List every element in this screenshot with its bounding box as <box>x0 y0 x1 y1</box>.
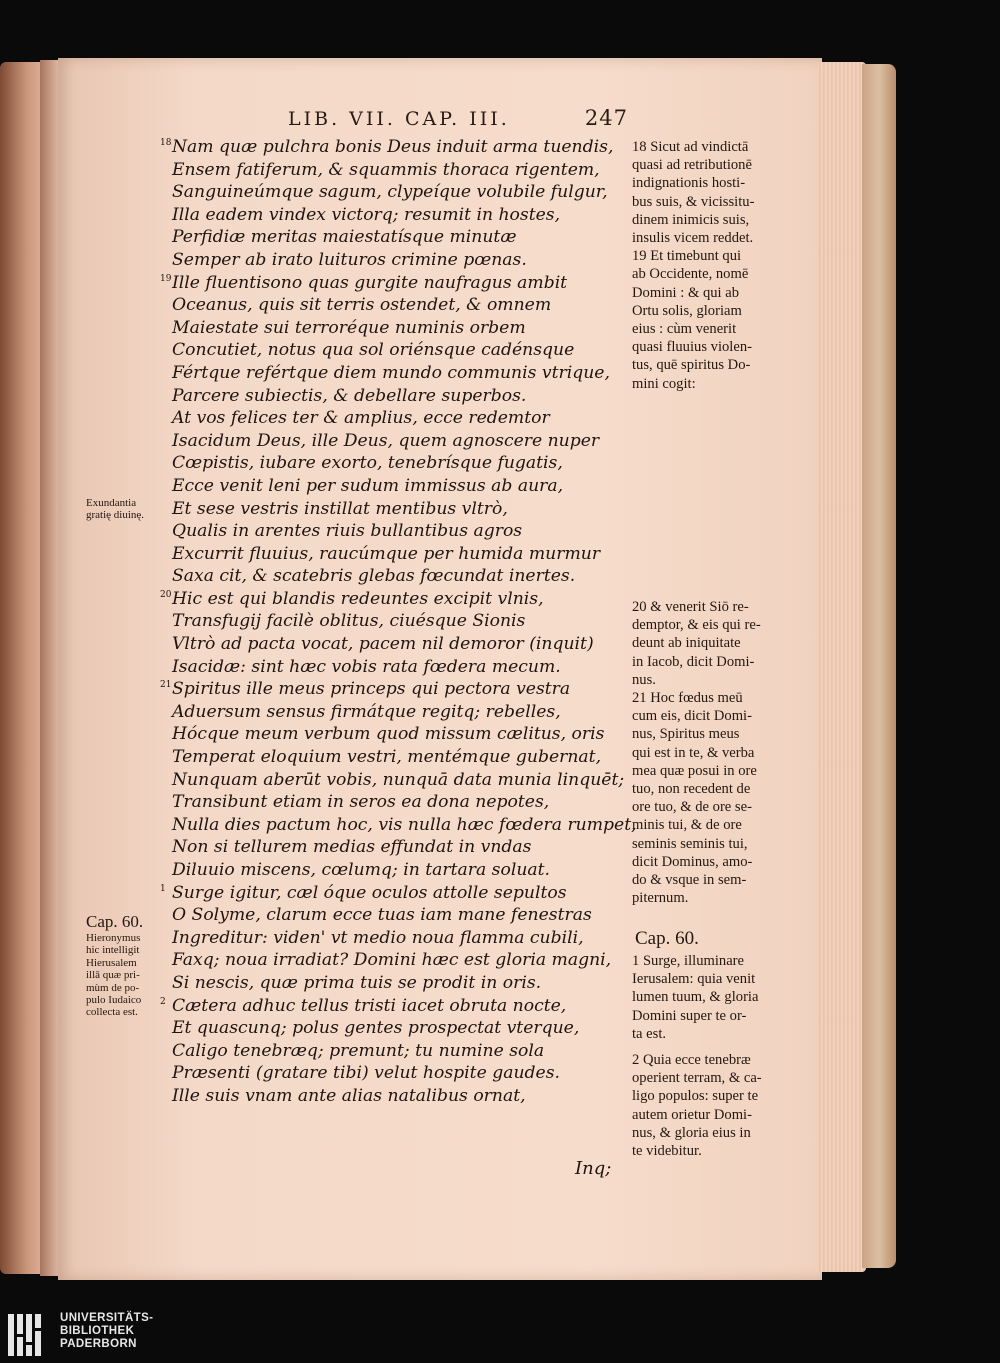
verse-line-text: Ille suis vnam ante alias natalibus ornat, <box>172 1085 526 1106</box>
verse-line-text: Semper ab irato luituros crimine pœnas. <box>172 249 527 270</box>
page-number: 247 <box>584 106 628 130</box>
verse-line-text: Saxa cit, & scatebris glebas fœcundat inertes. <box>172 566 576 587</box>
right-note-line: qui est in te, & verba <box>632 744 755 761</box>
left-note-line: collecta est. <box>86 1006 138 1019</box>
verse-line-text: Nulla dies pactum hoc, vis nulla hæc fœdera rumpet, <box>172 814 637 835</box>
verse-line <box>172 249 632 272</box>
verse-line-text: Parcere subiectis, & debellare superbos. <box>172 385 527 406</box>
right-note-line: te videbitur. <box>632 1143 702 1160</box>
verse-line-text: Perfidiæ meritas maiestatísque minutæ <box>172 227 517 248</box>
verse-line-text: Hócque meum verbum quod missum cælitus, oris <box>172 724 605 745</box>
left-note-line: hic intelligit <box>86 944 140 957</box>
right-note-line: Domini super te or- <box>632 1007 747 1024</box>
verse-line <box>172 904 632 927</box>
verse-line <box>172 633 632 656</box>
library-logo-mark <box>8 1314 46 1356</box>
verse-line <box>172 520 632 543</box>
verse-line-text: Cætera adhuc tellus tristi iacet obruta nocte, <box>172 995 567 1016</box>
verse-line <box>172 159 632 182</box>
right-note-line: nus, & gloria eius in <box>632 1124 751 1141</box>
right-note-line: in Iacob, dicit Domi- <box>632 653 755 670</box>
verse-line-text: Oceanus, quis sit terris ostendet, & omnem <box>172 295 552 316</box>
left-note-line: Exundantia <box>86 497 137 509</box>
right-note-line: 20 & venerit Siō re- <box>632 599 749 615</box>
right-note-line: nus. <box>632 671 656 688</box>
left-note-line: pulo Iudaico <box>86 994 142 1007</box>
verse-line-text: Cœpistis, iubare exorto, tenebrísque fugatis, <box>172 453 563 474</box>
page-edges <box>818 62 866 1272</box>
right-note-line: lumen tuum, & gloria <box>632 989 759 1006</box>
right-note-line: do & vsque in sem- <box>632 872 747 889</box>
verse-line-text: Et quascunq; polus gentes prospectat vterque, <box>172 1018 580 1039</box>
left-note-line: illā quæ pri- <box>86 969 140 982</box>
verse-line-text: Maiestate sui terroréque numinis orbem <box>172 317 526 338</box>
right-note-line: quasi ad retributionē <box>632 157 752 174</box>
verse-line-text: Isacidæ: sint hæc vobis rata fœdera mecum. <box>172 656 561 677</box>
right-note-line: dicit Dominus, amo- <box>632 853 753 870</box>
verse-line-text: Spiritus ille meus princeps qui pectora vestra <box>172 679 571 700</box>
library-logo-line: UNIVERSITÄTS- <box>60 1312 154 1324</box>
verse-line-text: Transfugij facilè oblitus, ciuésque Sionis <box>172 611 526 632</box>
verse-line-text: Qualis in arentes riuis bullantibus agros <box>172 521 523 542</box>
verse-line <box>172 317 632 340</box>
verse-line <box>160 678 632 701</box>
right-note-line: seminis seminis tui, <box>632 835 748 852</box>
running-title: LIB. VII. CAP. III. <box>288 108 510 130</box>
verse-line <box>172 610 632 633</box>
left-note-line: mùm de po- <box>86 981 140 994</box>
running-header <box>288 108 628 138</box>
verse-line-text: Caligo tenebræq; premunt; tu numine sola <box>172 1040 545 1061</box>
library-logo-line: BIBLIOTHEK <box>60 1325 135 1338</box>
verse-line-text: Hic est qui blandis redeuntes excipit vlnis, <box>172 588 544 609</box>
verse-line-text: Diluuio miscens, cœlumq; in tartara soluat. <box>172 860 551 880</box>
verse-line <box>160 882 632 905</box>
verse-line-text: Transibunt etiam in seros ea dona nepotes, <box>172 792 550 813</box>
verse-line <box>172 226 632 249</box>
right-note-line: minis tui, & de ore <box>632 817 742 834</box>
verse-line-text: Ecce venit leni per sudum immissus ab aura, <box>172 475 564 496</box>
right-cap <box>635 926 795 952</box>
right-note-line: 18 Sicut ad vindictā <box>632 139 749 155</box>
left-note-exundantia <box>86 497 158 522</box>
right-note-line: 19 Et timebunt qui <box>632 248 742 265</box>
right-note-line: demptor, & eis qui re- <box>632 617 761 634</box>
verse-line <box>172 1017 632 1040</box>
right-note-line: mini cogit: <box>632 375 696 392</box>
right-note-line: Ierusalem: quia venit <box>632 971 756 988</box>
right-note-line: nus, Spiritus meus <box>632 726 740 743</box>
right-note-line: 2 Quia ecce tenebræ <box>632 1052 751 1069</box>
right-note-line: tus, quē spiritus Do- <box>632 357 751 374</box>
verse-line-text: Surge igitur, cæl óque oculos attolle sepultos <box>172 882 567 903</box>
verse-line <box>172 452 632 475</box>
verse-line <box>172 656 632 679</box>
right-note-line: ore tuo, & de ore se- <box>632 799 752 816</box>
verse-line <box>160 588 632 611</box>
verse-line <box>172 1062 632 1085</box>
verse-line <box>172 814 637 837</box>
verse-number: 18 <box>160 138 172 148</box>
verse-line <box>172 972 632 995</box>
right-note-line: tuo, non recedent de <box>632 781 751 798</box>
verse-line <box>172 791 632 814</box>
verse-line-text: Ensem fatiferum, & squammis thoraca rigentem, <box>172 159 600 180</box>
verse-line <box>172 407 632 430</box>
verse-line-text: Sanguineúmque sagum, clypeíque volubile fulgur, <box>172 182 608 203</box>
right-notes-mid <box>632 598 792 907</box>
right-note-line <box>632 1043 792 1051</box>
verse-line <box>160 136 632 159</box>
verse-line-text: O Solyme, clarum ecce tuas iam mane fenestras <box>172 905 592 926</box>
verse-line <box>172 859 632 882</box>
right-note-line: bus suis, & vicissitu- <box>632 193 755 210</box>
right-note-line: insulis vicem reddet. <box>632 230 754 247</box>
left-note-hieronymus <box>86 932 158 1019</box>
verse-line-text: Excurrit fluuius, raucúmque per humida murmur <box>172 543 601 564</box>
verse-line-text: Illa eadem vindex victorq; resumit in hostes, <box>172 204 561 225</box>
right-note-line: ligo populos: super te <box>632 1088 759 1105</box>
verse-line <box>172 565 632 588</box>
verse-line <box>172 701 632 724</box>
right-note-line: operient terram, & ca- <box>632 1070 762 1087</box>
verse-line <box>172 927 632 950</box>
verse-line <box>172 181 632 204</box>
right-note-line: ta est. <box>632 1025 667 1042</box>
verse-line <box>160 272 632 295</box>
right-note-line: 21 Hoc fœdus meū <box>632 690 743 707</box>
verse-line-text: Aduersum sensus firmátque regitq; rebelles, <box>172 701 561 722</box>
left-note-line: Hieronymus <box>86 932 141 944</box>
verse-line-text: Nunquam aberūt vobis, nunquā data munia linquēt; <box>172 769 625 790</box>
catchword: Inq; <box>575 1158 612 1179</box>
verse-line-text: Non si tellurem medias effundat in vndas <box>172 837 532 858</box>
verse-number: 1 <box>160 883 166 894</box>
verse-line-text: Temperat eloquium vestri, mentémque gubernat, <box>172 747 602 768</box>
left-margin-cap <box>86 912 158 932</box>
verse-line <box>172 294 632 317</box>
verse-line <box>172 746 632 769</box>
right-note-line: Ortu solis, gloriam <box>632 302 742 319</box>
verse-line <box>172 385 632 408</box>
verse-line <box>172 1040 632 1063</box>
right-note-line: cum eis, dicit Domi- <box>632 708 752 725</box>
right-note-line: ab Occidente, nomē <box>632 266 749 283</box>
verse-line <box>172 430 632 453</box>
verse-number: 2 <box>160 996 166 1007</box>
verse-line-text: Præsenti (gratare tibi) velut hospite gaudes. <box>172 1063 560 1084</box>
verse-line-text: Et sese vestris instillat mentibus vltrò, <box>172 498 508 519</box>
library-logo-line: PADERBORN <box>60 1338 137 1351</box>
left-note-line: Hierusalem <box>86 956 137 969</box>
left-cap-heading: Cap. 60. <box>86 912 144 931</box>
library-logo-text <box>60 1312 153 1352</box>
right-note-line: eius : cùm venerit <box>632 321 737 338</box>
verse-line-text: At vos felices ter & amplius, ecce redemtor <box>172 408 550 429</box>
verse-number: 19 <box>160 273 172 284</box>
verse-line <box>172 362 632 385</box>
verse-text <box>160 136 637 1108</box>
right-note-line: indignationis hosti- <box>632 175 746 192</box>
right-note-line: deunt ab iniquitate <box>632 635 741 652</box>
right-notes-bottom <box>632 952 792 1160</box>
verse-line-text: Vltrò ad pacta vocat, pacem nil demoror (inquit) <box>172 634 594 655</box>
verse-line-text: Fértque refértque diem mundo communis vtrique, <box>172 362 610 383</box>
verse-line-text: Concutiet, notus qua sol oriénsque cadénsque <box>172 340 575 361</box>
verse-line <box>172 475 632 498</box>
verse-line <box>172 1085 632 1108</box>
verse-line-text: Faxq; noua irradiat? Domini hæc est gloria magni, <box>172 950 612 971</box>
verse-line <box>172 204 632 227</box>
verse-line-text: Nam quæ pulchra bonis Deus induit arma tuendis, <box>172 137 614 157</box>
right-note-line: 1 Surge, illuminare <box>632 953 745 969</box>
verse-line-text: Isacidum Deus, ille Deus, quem agnoscere nuper <box>172 430 600 451</box>
verse-line <box>172 339 632 362</box>
verse-line <box>172 949 632 972</box>
verse-number: 21 <box>160 680 172 691</box>
right-note-line: autem orietur Domi- <box>632 1106 752 1123</box>
verse-line <box>160 995 632 1018</box>
verse-number: 20 <box>160 589 172 600</box>
verse-line-text: Ingreditur: viden' vt medio noua flamma cubili, <box>172 927 584 948</box>
verse-line <box>172 836 632 859</box>
verse-line-text: Ille fluentisono quas gurgite naufragus ambit <box>172 272 568 293</box>
right-note-line: Domini : & qui ab <box>632 284 740 301</box>
verse-line <box>172 769 632 792</box>
right-notes-top <box>632 138 792 393</box>
verse-line <box>172 498 632 521</box>
right-note-line: mea quæ posui in ore <box>632 762 757 779</box>
right-note-line: quasi fluuius violen- <box>632 339 752 356</box>
right-cap-heading: Cap. 60. <box>635 928 699 949</box>
right-note-line: piternum. <box>632 890 689 907</box>
verse-line-text: Si nescis, quæ prima tuis se prodit in oris. <box>172 972 542 993</box>
library-logo <box>8 1310 178 1360</box>
verse-line <box>172 723 632 746</box>
left-note-line: gratię diuinę. <box>86 509 145 522</box>
verse-line <box>172 543 632 566</box>
cover-edge <box>862 64 896 1268</box>
right-note-line: dinem inimicis suis, <box>632 211 750 228</box>
